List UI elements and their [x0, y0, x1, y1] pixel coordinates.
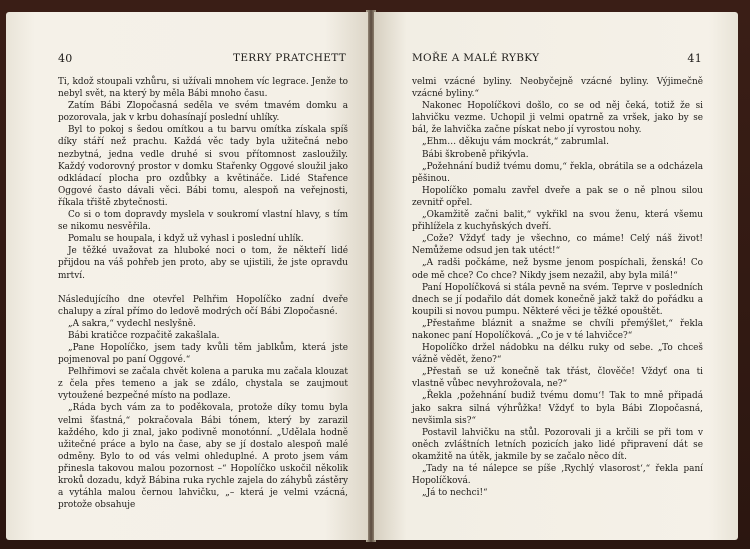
paragraph: Bábi kratičce rozpačitě zakašlala. — [68, 330, 220, 341]
paragraph: Pelhřimovi se začala chvět kolena a paruka mu začala klouzat z čela přes temeno a jak se zdálo, chystala se zaujmout vytoužené bezpečné místo na podlaze. — [58, 367, 348, 402]
page-number: 40 — [58, 52, 73, 65]
running-head: TERRY PRATCHETT — [233, 52, 346, 64]
paragraph: „Ráda bych vám za to poděkovala, protože díky tomu byla velmi šťastná,“ pokračovala Bábi tónem, který by zarazil každého, kdo ji znal, jako podivně monotónní. „Udělala hodně užitečné práce a bylo na čase, aby se jí dostalo alespoň malé odměny. Bylo to od vás velmi ohleduplné. A proto jsem vám přinesla takovou malou pozornost –“ Hopolíčko uskočil několik kroků dozadu, když Bábina ruka rychle zajela do záhybů zástěry a vytáhla malou černou lahvičku, „– která je velmi vzácná, protože obsahuje — [58, 403, 348, 511]
paragraph: „A sakra,“ vydechl neslyšně. — [68, 318, 196, 329]
paragraph: „Přestaňme bláznit a snažme se chvíli přemýšlet,“ řekla nakonec paní Hopolíčková. „Co je v té lahvičce?“ — [412, 318, 703, 341]
paragraph: Bábi škrobeně přikývla. — [422, 149, 529, 160]
page-number: 41 — [687, 52, 702, 65]
left-page-header — [58, 52, 346, 66]
running-head: MOŘE A MALÉ RYBKY — [412, 52, 540, 64]
left-page-text — [58, 76, 348, 511]
paragraph: Pomalu se houpala, i když už vyhasl i poslední uhlík. — [68, 234, 304, 245]
paragraph: velmi vzácné byliny. Neobyčejně vzácné byliny. Výjimečně vzácné byliny.“ — [412, 77, 703, 100]
right-page-header — [412, 52, 702, 66]
paragraph: Paní Hopolíčková si stála pevně na svém. Teprve v posledních dnech se jí podařilo dát domek konečně jakž takž do pořádku a koupili si novou pumpu. Některé věci je těžké opouštět. — [412, 282, 703, 317]
paragraph: Nakonec Hopolíčkovi došlo, co se od něj čeká, totiž že si lahvičku vezme. Uchopil ji velmi opatrně za vršek, jako by se bál, že lahvička začne pískat nebo jí vyrostou nohy. — [412, 101, 703, 136]
paragraph: Je těžké uvažovat za hluboké noci o tom, že někteří lidé přijdou na váš pohřeb jen proto, aby se ujistili, že jste opravdu mrtví. — [58, 246, 348, 281]
paragraph: Zatím Bábi Zlopočasná seděla ve svém tmavém domku a pozorovala, jak v krbu dohasínají poslední uhlíky. — [58, 101, 348, 124]
paragraph: „A radši počkáme, než bysme jenom pospíchali, ženská! Co ode mě chce? Co chce? Nikdy jsem nezažil, aby byla milá!“ — [412, 258, 703, 281]
right-page — [374, 12, 738, 540]
paragraph: Hopolíčko držel nádobku na délku ruky od sebe. „To chceš vážně vědět, ženo?“ — [412, 343, 703, 366]
left-page — [6, 12, 368, 540]
paragraph: Byl to pokoj s šedou omítkou a tu barvu omítka získala spíš díky stáří než prachu. Každá věc tady byla užitečná nebo nezbytná, jedna vedle druhé si svou přítomnost zasloužily. Každý vodorovný prostor v domku Stařenky Oggové sloužil jako odkládací plocha pro ozdůbky a květináče. Lidé Stařence Oggové často dávali věci. Bábi tomu, alespoň na veřejnosti, říkala třiště zbytečnosti. — [58, 125, 348, 208]
paragraph: „Cože? Vždyť tady je všechno, co máme! Celý náš život! Nemůžeme odsud jen tak utéct!“ — [412, 234, 703, 257]
paragraph: „Řekla ‚požehnání budiž tvému domu‘! Tak to mně připadá jako sakra silná výhrůžka! Vždyť to byla Bábi Zlopočasná, nevšimla sis?“ — [412, 391, 703, 426]
paragraph: Následujícího dne otevřel Pelhřim Hopolíčko zadní dveře chalupy a zíral přímo do ledově modrých očí Bábi Zlopočasné. — [58, 294, 348, 317]
paragraph: „Okamžitě začni balit,“ vykřikl na svou ženu, která všemu přihlížela z kuchyňských dveří. — [412, 210, 703, 233]
paragraph: Ti, kdož stoupali vzhůru, si užívali mnohem víc legrace. Jenže to nebyl svět, na který by měla Bábi mnoho času. — [58, 77, 348, 100]
paragraph: „Tady na té nálepce se píše ‚Rychlý vlasorost‘,“ řekla paní Hopolíčková. — [412, 464, 703, 487]
paragraph: „Přestaň se už konečně tak třást, člověče! Vždyť ona ti vlastně vůbec nevyhrožovala, ne?“ — [412, 367, 703, 390]
paragraph: Co si o tom dopravdy myslela v soukromí vlastní hlavy, s tím se nikomu nesvěřila. — [58, 210, 348, 233]
paragraph: „Ehm… děkuju vám mockrát,“ zabrumlal. — [422, 137, 609, 148]
paragraph: Postavil lahvičku na stůl. Pozorovali ji a krčili se při tom v oněch zvláštních letních pozicích jako lidé připravení dát se okamžitě na útěk, jakmile by se začalo něco dít. — [412, 427, 703, 462]
right-page-text — [412, 76, 703, 499]
paragraph: „Požehnání budiž tvému domu,“ řekla, obrátila se a odcházela pěšinou. — [412, 161, 703, 184]
paragraph: „Já to nechci!“ — [422, 488, 488, 499]
paragraph: Hopolíčko pomalu zavřel dveře a pak se o ně plnou silou zevnitř opřel. — [412, 185, 703, 208]
paragraph: „Pane Hopolíčko, jsem tady kvůli těm jablkům, která jste pojmenoval po paní Oggové.“ — [58, 342, 348, 366]
